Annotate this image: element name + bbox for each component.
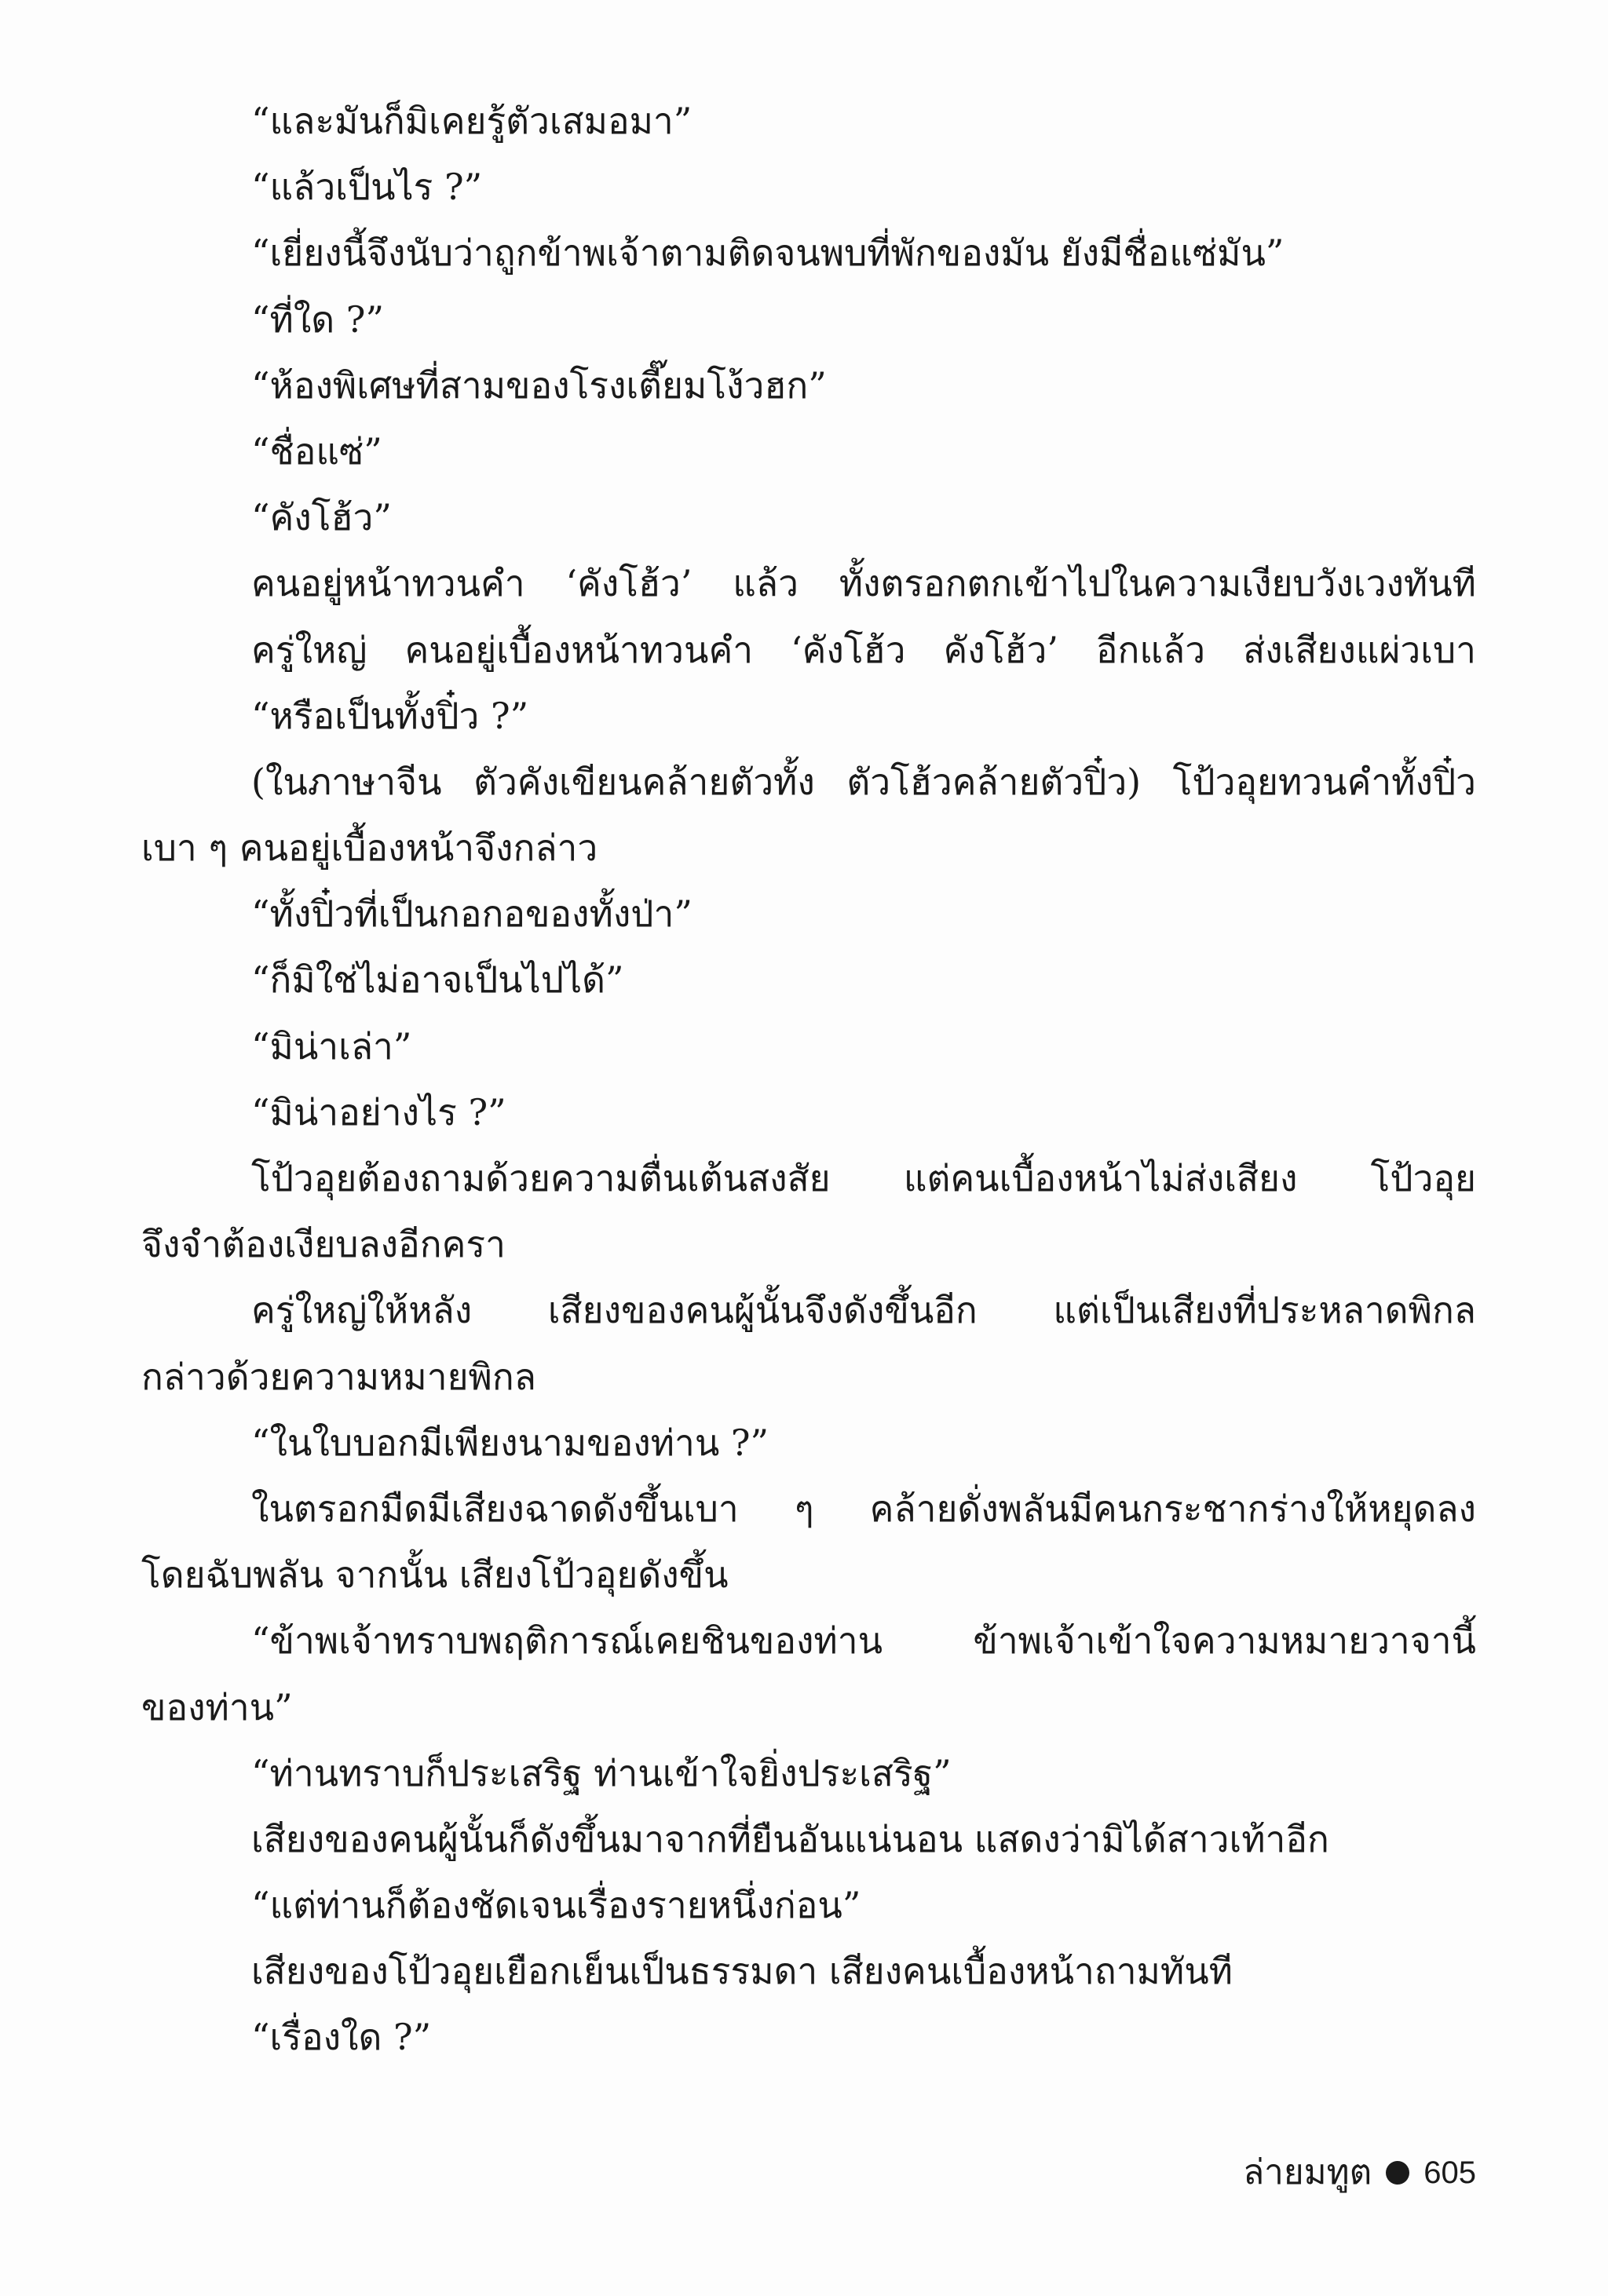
text-line: “มิน่าเล่า”	[251, 1024, 412, 1068]
text-line: “หรือเป็นทั้งปิ๋ว ?”	[251, 694, 529, 737]
text-line: ครู่ใหญ่ให้หลัง เสียงของคนผู้นั้นจึงดังขึ้นอีก แต่เป็นเสียงที่ประหลาดพิกล	[251, 1289, 1476, 1332]
text-line: “ที่ใด ?”	[251, 297, 384, 341]
text-line: “คังโฮ้ว”	[251, 496, 392, 539]
text-line: “แต่ท่านก็ต้องชัดเจนเรื่องรายหนึ่งก่อน”	[251, 1884, 861, 1927]
text-line: ของท่าน”	[141, 1685, 293, 1728]
text-line: จึงจำต้องเงียบลงอีกครา	[141, 1223, 506, 1266]
body-text	[141, 88, 1476, 2071]
text-line: เสียงของคนผู้นั้นก็ดังขึ้นมาจากที่ยืนอันแน่นอน แสดงว่ามิได้สาวเท้าอีก	[251, 1817, 1329, 1860]
text-line: ครู่ใหญ่ คนอยู่เบื้องหน้าทวนคำ ‘คังโฮ้ว คังโฮ้ว’ อีกแล้ว ส่งเสียงแผ่วเบา	[251, 628, 1476, 671]
text-line: “ทั้งปิ๋วที่เป็นกอกอของทั้งป่า”	[251, 892, 693, 936]
text-line: “และมันก็มิเคยรู้ตัวเสมอมา”	[251, 100, 693, 142]
text-line: “มิน่าอย่างไร ?”	[251, 1090, 506, 1133]
text-line: “ชื่อแซ่”	[251, 429, 382, 473]
page-footer	[1162, 2149, 1476, 2196]
text-line: (ในภาษาจีน ตัวคังเขียนคล้ายตัวทั้ง ตัวโฮ้วคล้ายตัวปิ๋ว) โป้วอุยทวนคำทั้งปิ๋ว	[251, 760, 1476, 803]
text-line: “เยี่ยงนี้จึงนับว่าถูกข้าพเจ้าตามติดจนพบที่พักของมัน ยังมีชื่อแซ่มัน”	[251, 232, 1285, 275]
text-line: กล่าวด้วยความหมายพิกล	[141, 1355, 536, 1398]
text-line: ในตรอกมืดมีเสียงฉาดดังขึ้นเบา ๆ คล้ายดั่งพลันมีคนกระชากร่างให้หยุดลง	[251, 1487, 1476, 1530]
text-line: “แล้วเป็นไร ?”	[251, 166, 483, 209]
text-line: คนอยู่หน้าทวนคำ ‘คังโฮ้ว’ แล้ว ทั้งตรอกตกเข้าไปในความเงียบวังเวงทันที	[251, 562, 1476, 605]
text-line: โดยฉับพลัน จากนั้น เสียงโป้วอุยดังขึ้น	[141, 1553, 729, 1597]
text-line: “ท่านทราบก็ประเสริฐ ท่านเข้าใจยิ่งประเสริฐ”	[251, 1751, 952, 1794]
text-line: โป้วอุยต้องถามด้วยความตื่นเต้นสงสัย แต่คนเบื้องหน้าไม่ส่งเสียง โป้วอุย	[251, 1157, 1476, 1199]
text-line: เบา ๆ คนอยู่เบื้องหน้าจึงกล่าว	[141, 827, 598, 870]
text-line: “ห้องพิเศษที่สามของโรงเตี๊ยมโง้วฮก”	[251, 363, 827, 407]
running-title: ล่ายมทูต	[1243, 2152, 1372, 2192]
text-line: เสียงของโป้วอุยเยือกเย็นเป็นธรรมดา เสียงคนเบื้องหน้าถามทันที	[251, 1950, 1233, 1993]
page-number: 605	[1423, 2155, 1476, 2190]
text-line: “ในใบบอกมีเพียงนามของท่าน ?”	[251, 1421, 769, 1464]
text-line: “เรื่องใด ?”	[251, 2016, 432, 2059]
text-line: “ก็มิใช่ไม่อาจเป็นไปได้”	[251, 958, 624, 1002]
bullet-icon	[1386, 2161, 1409, 2185]
text-line: “ข้าพเจ้าทราบพฤติการณ์เคยชินของท่าน ข้าพเจ้าเข้าใจความหมายวาจานี้	[251, 1619, 1476, 1663]
